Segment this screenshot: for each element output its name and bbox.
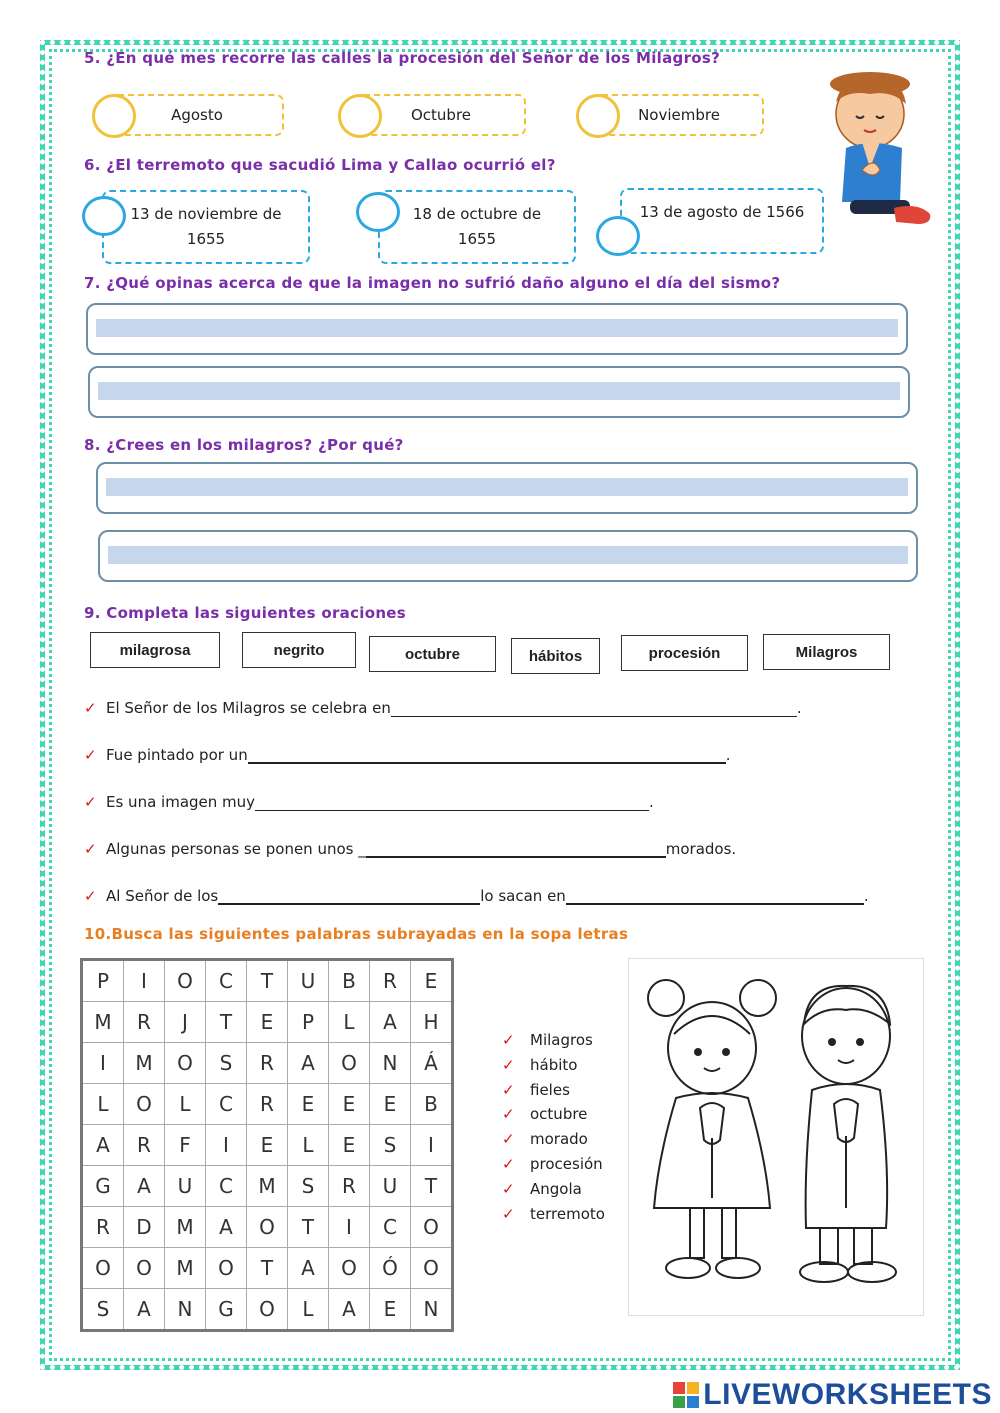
check-icon: ✓ <box>84 887 97 905</box>
grid-cell[interactable]: O <box>247 1289 288 1331</box>
word-list-item <box>502 1053 605 1078</box>
option-noviembre[interactable]: Noviembre <box>594 94 764 136</box>
question-10: 10.Busca las siguientes palabras subrayadas en la sopa letras <box>84 925 629 943</box>
question-6: 6. ¿El terremoto que sacudió Lima y Callao ocurrió el? <box>84 156 556 174</box>
grid-cell[interactable]: M <box>165 1248 206 1289</box>
grid-cell[interactable]: T <box>247 1248 288 1289</box>
grid-cell[interactable]: H <box>411 1002 453 1043</box>
grid-cell[interactable]: T <box>288 1207 329 1248</box>
grid-cell[interactable]: L <box>288 1125 329 1166</box>
logo-icon <box>673 1382 699 1408</box>
grid-cell[interactable]: J <box>165 1002 206 1043</box>
answer-field-7b[interactable] <box>88 366 910 418</box>
grid-cell[interactable]: N <box>411 1289 453 1331</box>
grid-cell[interactable]: E <box>247 1002 288 1043</box>
blank-field[interactable] <box>218 887 480 905</box>
grid-cell[interactable]: T <box>411 1166 453 1207</box>
grid-cell[interactable]: E <box>288 1084 329 1125</box>
grid-cell[interactable]: C <box>206 1166 247 1207</box>
grid-cell[interactable]: U <box>370 1166 411 1207</box>
grid-cell[interactable]: O <box>82 1248 124 1289</box>
children-praying-illustration <box>628 958 924 1316</box>
check-icon: ✓ <box>84 746 97 764</box>
grid-cell[interactable]: E <box>329 1084 370 1125</box>
word-bank-milagrosa[interactable]: milagrosa <box>90 632 220 668</box>
grid-cell[interactable]: L <box>82 1084 124 1125</box>
grid-cell[interactable]: A <box>288 1248 329 1289</box>
check-icon: ✓ <box>502 1154 515 1173</box>
grid-cell[interactable]: S <box>206 1043 247 1084</box>
sentence-1: ✓ El Señor de los Milagros se celebra en . <box>84 699 802 717</box>
grid-cell[interactable]: A <box>329 1289 370 1331</box>
grid-cell[interactable]: R <box>124 1125 165 1166</box>
grid-cell[interactable]: P <box>288 1002 329 1043</box>
word-list-item <box>502 1078 605 1103</box>
grid-cell[interactable]: M <box>124 1043 165 1084</box>
word-list-label: procesión <box>530 1154 603 1173</box>
grid-row <box>82 1207 453 1248</box>
check-icon: ✓ <box>502 1105 515 1124</box>
grid-cell[interactable]: D <box>124 1207 165 1248</box>
grid-cell[interactable]: O <box>329 1043 370 1084</box>
word-list-item <box>502 1102 605 1127</box>
word-list-item <box>502 1152 605 1177</box>
grid-cell[interactable]: S <box>82 1289 124 1331</box>
grid-cell[interactable]: I <box>82 1043 124 1084</box>
grid-row <box>82 1125 453 1166</box>
answer-field-8a[interactable] <box>96 462 918 514</box>
grid-cell[interactable]: T <box>247 960 288 1002</box>
grid-cell[interactable]: R <box>329 1166 370 1207</box>
word-list-label: morado <box>530 1130 588 1149</box>
grid-cell[interactable]: I <box>329 1207 370 1248</box>
blank-field[interactable] <box>366 840 666 858</box>
word-list-label: fieles <box>530 1080 570 1099</box>
check-icon: ✓ <box>84 699 97 717</box>
sentence-5: ✓ Al Señor de los lo sacan en . <box>84 887 869 905</box>
blank-field[interactable] <box>566 887 864 905</box>
grid-cell[interactable]: O <box>206 1248 247 1289</box>
praying-boy-illustration <box>822 72 938 232</box>
word-list <box>502 1028 605 1226</box>
option-13-noviembre-1655[interactable]: 13 de noviembre de 1655 <box>102 190 310 264</box>
grid-cell[interactable]: Á <box>411 1043 453 1084</box>
word-list-item <box>502 1202 605 1227</box>
option-agosto[interactable]: Agosto <box>110 94 284 136</box>
blank-field[interactable] <box>255 794 649 811</box>
grid-cell[interactable]: G <box>82 1166 124 1207</box>
check-icon: ✓ <box>502 1055 515 1074</box>
word-list-label: Angola <box>530 1179 582 1198</box>
grid-cell[interactable]: A <box>124 1289 165 1331</box>
grid-cell[interactable]: M <box>82 1002 124 1043</box>
grid-cell[interactable]: O <box>329 1248 370 1289</box>
grid-cell[interactable]: I <box>411 1125 453 1166</box>
grid-cell[interactable]: E <box>411 960 453 1002</box>
grid-cell[interactable]: R <box>247 1084 288 1125</box>
check-icon: ✓ <box>502 1031 515 1049</box>
grid-cell[interactable]: O <box>247 1207 288 1248</box>
check-icon: ✓ <box>84 793 97 811</box>
grid-cell[interactable]: E <box>247 1125 288 1166</box>
grid-cell[interactable]: O <box>165 1043 206 1084</box>
word-list-label: terremoto <box>530 1204 605 1223</box>
answer-circle[interactable] <box>356 192 400 232</box>
answer-circle[interactable] <box>92 94 136 138</box>
grid-cell[interactable]: L <box>165 1084 206 1125</box>
grid-cell[interactable]: F <box>165 1125 206 1166</box>
grid-cell[interactable]: A <box>82 1125 124 1166</box>
word-bank-procesion[interactable]: procesión <box>621 635 748 671</box>
grid-cell[interactable]: C <box>206 1084 247 1125</box>
question-5: 5. ¿En qué mes recorre las calles la procesión del Señor de los Milagros? <box>84 49 721 67</box>
grid-cell[interactable]: N <box>370 1043 411 1084</box>
word-bank-habitos[interactable]: hábitos <box>511 638 600 674</box>
grid-cell[interactable]: E <box>370 1084 411 1125</box>
grid-cell[interactable]: N <box>165 1289 206 1331</box>
word-list-label: hábito <box>530 1055 578 1074</box>
word-list-label: Milagros <box>530 1031 593 1049</box>
question-8: 8. ¿Crees en los milagros? ¿Por qué? <box>84 436 404 454</box>
check-icon: ✓ <box>84 840 97 858</box>
grid-cell[interactable]: A <box>288 1043 329 1084</box>
grid-cell[interactable]: R <box>82 1207 124 1248</box>
grid-cell[interactable]: E <box>370 1289 411 1331</box>
grid-cell[interactable]: L <box>329 1002 370 1043</box>
grid-row <box>82 1002 453 1043</box>
grid-cell[interactable]: A <box>370 1002 411 1043</box>
check-icon: ✓ <box>502 1204 515 1223</box>
answer-field-7a[interactable] <box>86 303 908 355</box>
grid-cell[interactable]: R <box>247 1043 288 1084</box>
word-list-item <box>502 1127 605 1152</box>
answer-field-8b[interactable] <box>98 530 918 582</box>
grid-cell[interactable]: M <box>165 1207 206 1248</box>
grid-cell[interactable]: M <box>247 1166 288 1207</box>
option-18-octubre-1655[interactable]: 18 de octubre de 1655 <box>378 190 576 264</box>
grid-row <box>82 1289 453 1331</box>
word-bank-octubre[interactable]: octubre <box>369 636 496 672</box>
option-13-agosto-1566[interactable]: 13 de agosto de 1566 <box>620 188 824 254</box>
question-9: 9. Completa las siguientes oraciones <box>84 604 406 622</box>
liveworksheets-logo: LIVEWORKSHEETS <box>673 1378 992 1412</box>
blank-field[interactable] <box>248 746 726 764</box>
grid-cell[interactable]: L <box>288 1289 329 1331</box>
grid-row <box>82 1166 453 1207</box>
grid-cell[interactable]: S <box>288 1166 329 1207</box>
option-octubre[interactable]: Octubre <box>356 94 526 136</box>
word-search-grid <box>80 958 454 1332</box>
grid-row <box>82 960 453 1002</box>
answer-circle[interactable] <box>82 196 126 236</box>
check-icon: ✓ <box>502 1130 515 1149</box>
grid-cell[interactable]: O <box>165 960 206 1002</box>
grid-cell[interactable]: T <box>206 1002 247 1043</box>
sentence-4: ✓ Algunas personas se ponen unos _ morados. <box>84 840 737 858</box>
grid-cell[interactable]: A <box>124 1166 165 1207</box>
grid-cell[interactable]: O <box>411 1207 453 1248</box>
word-bank-milagros[interactable]: Milagros <box>763 634 890 670</box>
grid-cell[interactable]: S <box>370 1125 411 1166</box>
grid-cell[interactable]: O <box>411 1248 453 1289</box>
word-list-label: octubre <box>530 1105 588 1124</box>
grid-cell[interactable]: O <box>124 1084 165 1125</box>
blank-field[interactable] <box>391 700 797 717</box>
sentence-2: ✓ Fue pintado por un . <box>84 746 731 764</box>
grid-row <box>82 1248 453 1289</box>
grid-cell[interactable]: E <box>329 1125 370 1166</box>
word-list-item <box>502 1028 605 1053</box>
answer-circle[interactable] <box>576 94 620 138</box>
grid-cell[interactable]: C <box>370 1207 411 1248</box>
word-bank-negrito[interactable]: negrito <box>242 632 356 668</box>
answer-circle[interactable] <box>338 94 382 138</box>
check-icon: ✓ <box>502 1080 515 1099</box>
grid-cell[interactable]: Ó <box>370 1248 411 1289</box>
word-list-item <box>502 1177 605 1202</box>
grid-cell[interactable]: P <box>82 960 124 1002</box>
grid-cell[interactable]: A <box>206 1207 247 1248</box>
grid-cell[interactable]: I <box>124 960 165 1002</box>
grid-cell[interactable]: I <box>206 1125 247 1166</box>
grid-cell[interactable]: G <box>206 1289 247 1331</box>
grid-cell[interactable]: U <box>288 960 329 1002</box>
grid-row <box>82 1043 453 1084</box>
grid-cell[interactable]: R <box>370 960 411 1002</box>
grid-cell[interactable]: O <box>124 1248 165 1289</box>
sentence-3: ✓ Es una imagen muy . <box>84 793 654 811</box>
grid-cell[interactable]: C <box>206 960 247 1002</box>
grid-cell[interactable]: R <box>124 1002 165 1043</box>
grid-row <box>82 1084 453 1125</box>
answer-circle[interactable] <box>596 216 640 256</box>
grid-cell[interactable]: B <box>329 960 370 1002</box>
grid-cell[interactable]: U <box>165 1166 206 1207</box>
grid-cell[interactable]: B <box>411 1084 453 1125</box>
check-icon: ✓ <box>502 1179 515 1198</box>
question-7: 7. ¿Qué opinas acerca de que la imagen no sufrió daño alguno el día del sismo? <box>84 274 781 292</box>
